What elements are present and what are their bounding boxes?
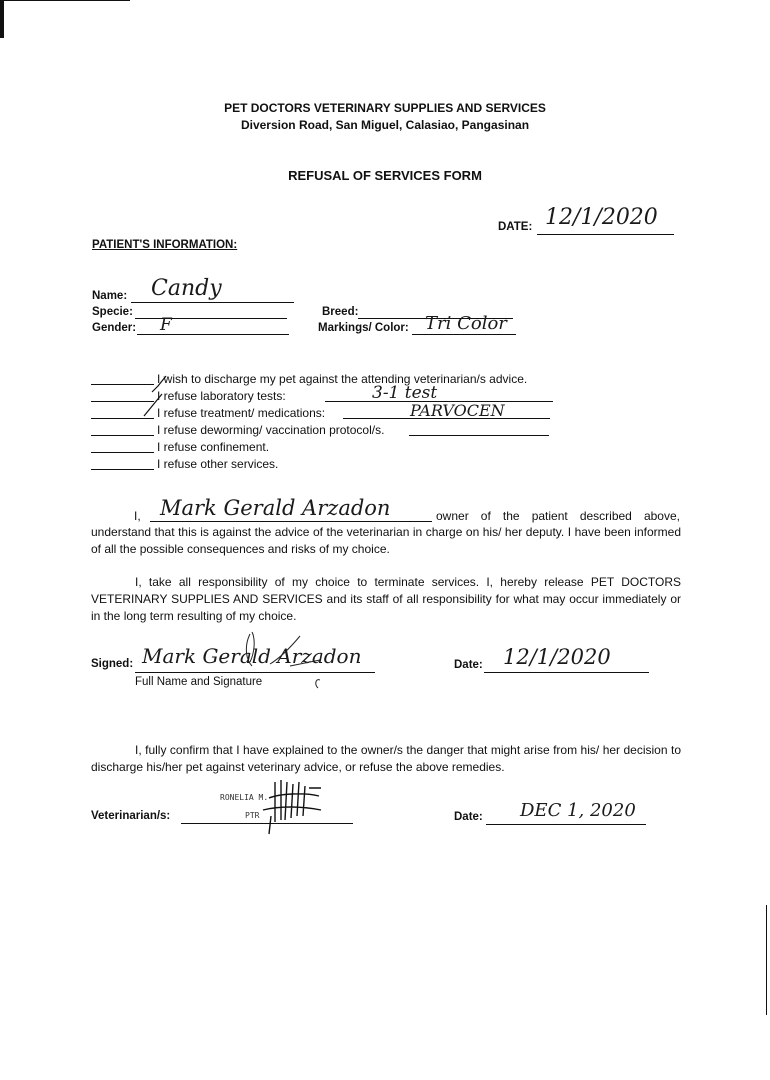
deworming-fill-line xyxy=(409,435,549,436)
checkbox-line-4[interactable] xyxy=(91,435,154,436)
owner-signature-handwritten: Mark Gerald Arzadon xyxy=(142,644,362,668)
confirmation-paragraph: I, fully confirm that I have explained to the owner/s the danger that might arise from his/ her decision to discharge his/her pet against veterinary advice, or refuse the above remedies. xyxy=(91,743,681,774)
gender-handwritten: F xyxy=(160,315,172,335)
signed-date-handwritten: 12/1/2020 xyxy=(503,645,611,669)
company-address: Diversion Road, San Miguel, Calasiao, Pangasinan xyxy=(240,118,530,132)
checkbox-line-6[interactable] xyxy=(91,469,154,470)
scan-corner-mark xyxy=(0,0,4,38)
specie-line xyxy=(135,318,287,319)
markings-line xyxy=(412,334,516,335)
vet-stamp-line2: PTR xyxy=(245,811,260,820)
checklist-item-other: I refuse other services. xyxy=(157,457,279,471)
checkbox-line-5[interactable] xyxy=(91,452,154,453)
vet-stamp-line1: RONELIA M. xyxy=(220,793,269,802)
scan-right-edge xyxy=(766,905,767,1015)
scan-top-line xyxy=(0,0,130,1)
date-label: DATE: xyxy=(498,221,533,233)
owner-name-handwritten: Mark Gerald Arzadon xyxy=(160,496,391,520)
date-line xyxy=(537,234,674,235)
statement-prefix: I, xyxy=(134,509,141,523)
signed-date-label: Date: xyxy=(454,659,483,671)
lab-tests-handwritten: 3-1 test xyxy=(372,383,438,403)
statement-paragraph: understand that this is against the advice of the veterinarian in charge on his/ her deputy. I have been informed of all the possible consequences and risks of my choice. xyxy=(91,525,681,556)
statement-line1-rest: owner of the patient described above, xyxy=(436,509,680,523)
form-title: REFUSAL OF SERVICES FORM xyxy=(288,168,482,183)
veterinarian-label: Veterinarian/s: xyxy=(91,810,171,822)
markings-handwritten: Tri Color xyxy=(425,313,507,334)
name-label: Name: xyxy=(92,290,128,302)
gender-label: Gender: xyxy=(92,322,137,334)
signed-date-line xyxy=(484,672,649,673)
patient-section-title: PATIENT'S INFORMATION: xyxy=(92,239,238,251)
checklist-item-lab-tests: I refuse laboratory tests: xyxy=(157,389,286,403)
signature-caption: Full Name and Signature xyxy=(135,676,263,688)
breed-label: Breed: xyxy=(322,306,359,318)
signed-label: Signed: xyxy=(91,658,134,670)
name-handwritten: Candy xyxy=(151,276,222,301)
treatment-handwritten: PARVOCEN xyxy=(410,401,505,420)
company-name: PET DOCTORS VETERINARY SUPPLIES AND SERVICES xyxy=(224,101,546,115)
checklist-item-deworming: I refuse deworming/ vaccination protocol/s. xyxy=(157,423,385,437)
veterinarian-signature-icon xyxy=(255,776,330,836)
markings-label: Markings/ Color: xyxy=(318,322,409,334)
checklist-item-treatment: I refuse treatment/ medications: xyxy=(157,406,326,420)
checklist-item-discharge: I wish to discharge my pet against the attending veterinarian/s advice. xyxy=(157,372,528,386)
date-handwritten: 12/1/2020 xyxy=(545,205,658,230)
specie-label: Specie: xyxy=(92,306,133,318)
veterinarian-date-label: Date: xyxy=(454,811,483,823)
veterinarian-date-line xyxy=(486,824,646,825)
owner-name-line xyxy=(150,521,432,522)
veterinarian-date-handwritten: DEC 1, 2020 xyxy=(520,800,636,821)
checkmark-lab-tests-icon xyxy=(140,372,170,422)
responsibility-paragraph: I, take all responsibility of my choice to terminate services. I, hereby release PET DOCTORS VETERINARY SUPPLIES AND SERVICES and its staff of all responsibility for what may occur immediately or in the long term resulting of my choice. xyxy=(91,575,681,623)
name-line xyxy=(131,302,294,303)
checklist-item-confinement: I refuse confinement. xyxy=(157,440,270,454)
